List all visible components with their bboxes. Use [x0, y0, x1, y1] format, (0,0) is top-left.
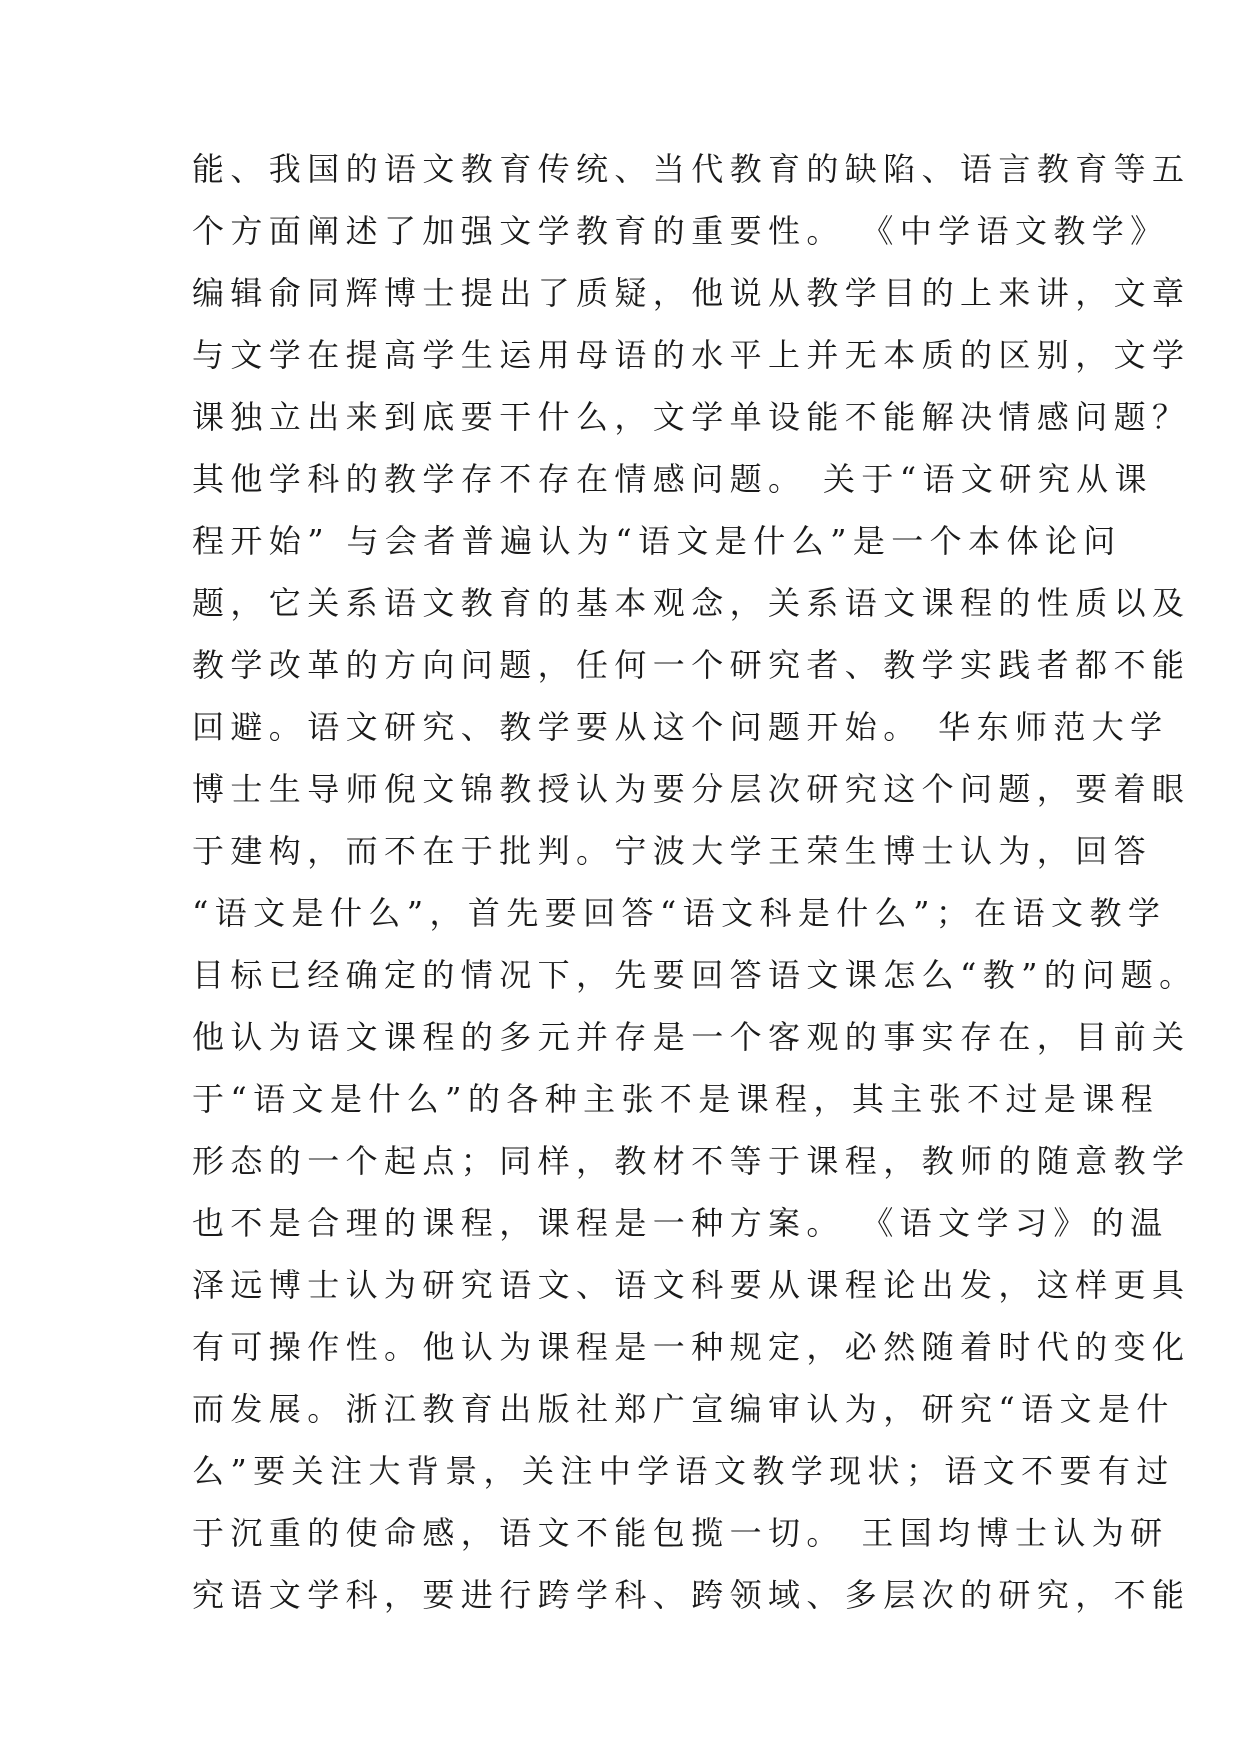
text-line: 他认为语文课程的多元并存是一个客观的事实存在，目前关 [192, 1018, 1191, 1056]
text-line: 个方面阐述了加强文学教育的重要性。 《中学语文教学》 [192, 212, 1169, 250]
text-line: 究语文学科，要进行跨学科、跨领域、多层次的研究，不能 [192, 1576, 1191, 1614]
text-line: 泽远博士认为研究语文、语文科要从课程论出发，这样更具 [192, 1266, 1191, 1304]
text-line: 么”要关注大背景，关注中学语文教学现状；语文不要有过 [192, 1452, 1175, 1490]
text-line: 有可操作性。他认为课程是一种规定，必然随着时代的变化 [192, 1328, 1191, 1366]
text-line: 能、我国的语文教育传统、当代教育的缺陷、语言教育等五 [192, 150, 1191, 188]
text-line: 博士生导师倪文锦教授认为要分层次研究这个问题，要着眼 [192, 770, 1191, 808]
text-line: 于建构，而不在于批判。宁波大学王荣生博士认为，回答 [192, 832, 1153, 870]
text-line: 形态的一个起点；同样，教材不等于课程，教师的随意教学 [192, 1142, 1191, 1180]
text-line: 而发展。浙江教育出版社郑广宣编审认为，研究“语文是什 [192, 1390, 1175, 1428]
text-line: 回避。语文研究、教学要从这个问题开始。 华东师范大学 [192, 708, 1169, 746]
text-line: 与文学在提高学生运用母语的水平上并无本质的区别，文学 [192, 336, 1191, 374]
text-line: “语文是什么”，首先要回答“语文科是什么”；在语文教学 [192, 894, 1167, 932]
text-line: 程开始” 与会者普遍认为“语文是什么”是一个本体论问 [192, 522, 1122, 560]
text-line: 编辑俞同辉博士提出了质疑，他说从教学目的上来讲，文章 [192, 274, 1191, 312]
text-line: 题，它关系语文教育的基本观念，关系语文课程的性质以及 [192, 584, 1191, 622]
text-line: 于“语文是什么”的各种主张不是课程，其主张不过是课程 [192, 1080, 1160, 1118]
text-line: 目标已经确定的情况下，先要回答语文课怎么“教”的问题。 [192, 956, 1198, 994]
text-line: 教学改革的方向问题，任何一个研究者、教学实践者都不能 [192, 646, 1191, 684]
body-text [192, 138, 1198, 1626]
text-line: 于沉重的使命感，语文不能包揽一切。 王国均博士认为研 [192, 1514, 1169, 1552]
text-line: 其他学科的教学存不存在情感问题。 关于“语文研究从课 [192, 460, 1153, 498]
text-line: 课独立出来到底要干什么，文学单设能不能解决情感问题？ [192, 398, 1191, 436]
text-line: 也不是合理的课程，课程是一种方案。 《语文学习》的温 [192, 1204, 1169, 1242]
